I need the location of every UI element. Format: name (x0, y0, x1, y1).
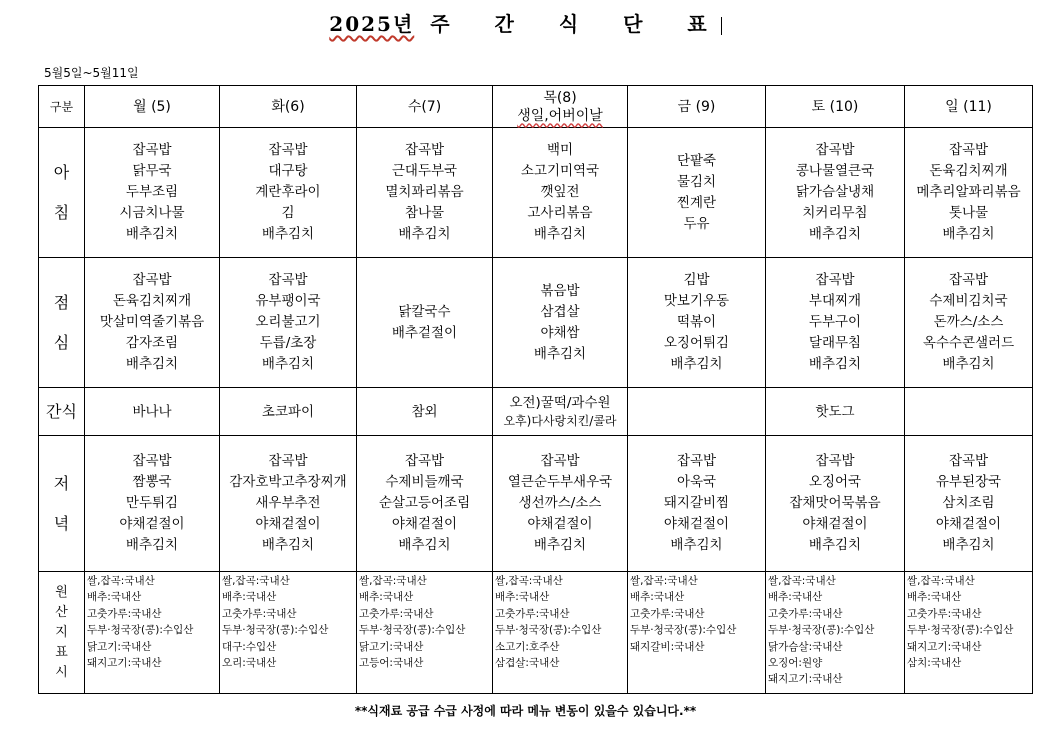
lunch-cell (766, 258, 905, 388)
lunch-item: 유부팽이국 (255, 293, 321, 309)
breakfast-item: 김 (281, 205, 295, 221)
dinner-item: 배추김치 (808, 537, 862, 553)
lunch-item: 잡곡밥 (948, 272, 989, 288)
lunch-item: 달래무침 (808, 335, 862, 351)
origin-item: 두부·청국장(콩):수입산 (87, 624, 194, 637)
origin-item: 고등어:국내산 (359, 657, 424, 670)
snack-item: 핫도그 (815, 403, 855, 420)
snack-cell (357, 388, 493, 436)
origin-item: 쌀,잡곡:국내산 (630, 575, 698, 587)
breakfast-item: 돈육김치찌개 (929, 163, 1008, 179)
dinner-item: 배추김치 (942, 537, 995, 553)
snack-cell (628, 388, 766, 436)
origin-item: 배추:국내산 (495, 591, 550, 604)
lunch-item: 볶음밥 (540, 282, 580, 299)
origin-item: 두부·청국장(콩):수입산 (495, 624, 602, 637)
lunch-item: 잡곡밥 (268, 272, 308, 288)
breakfast-cell (220, 128, 357, 258)
lunch-item: 닭칼국수 (398, 303, 451, 320)
dinner-item: 아욱국 (676, 474, 717, 490)
lunch-item: 배추김치 (942, 356, 995, 372)
lunch-item: 배추김치 (808, 356, 862, 372)
lunch-cell (357, 258, 493, 388)
weekly-menu-table (38, 85, 1033, 694)
lunch-item: 돈까스/소스 (933, 314, 1004, 330)
origin-item: 돼지고기:국내산 (768, 673, 843, 686)
dinner-cell (628, 436, 766, 572)
lunch-cell (905, 258, 1033, 388)
breakfast-item: 잡곡밥 (268, 142, 308, 158)
snack-item: 오후)다사랑치킨/콜라 (503, 413, 617, 428)
origin-cell (493, 572, 628, 694)
lunch-item: 오징어튀김 (663, 335, 730, 351)
lunch-cell (220, 258, 357, 388)
breakfast-cell (493, 128, 628, 258)
dinner-item: 잡곡밥 (815, 453, 855, 469)
day-header (220, 86, 357, 128)
breakfast-item: 물김치 (676, 173, 717, 190)
dinner-item: 배추김치 (261, 537, 315, 553)
day-note: 생일,어버이날 (517, 107, 603, 124)
lunch-cell (85, 258, 220, 388)
origin-cell (85, 572, 220, 694)
lunch-item: 삼겹살 (540, 303, 580, 320)
origin-item: 돼지갈비:국내산 (630, 640, 705, 653)
breakfast-item: 잡곡밥 (132, 142, 172, 158)
origin-item: 돼지고기:국내산 (907, 640, 982, 653)
day-label: 화(6) (271, 98, 305, 115)
breakfast-cell (905, 128, 1033, 258)
origin-cell (905, 572, 1033, 694)
dinner-item: 감자호박고추장찌개 (229, 474, 347, 490)
origin-item: 배추:국내산 (907, 591, 962, 604)
dinner-item: 새우부추전 (255, 495, 321, 511)
breakfast-item: 대구탕 (268, 163, 308, 179)
breakfast-item: 배추김치 (125, 226, 179, 242)
breakfast-item: 잡곡밥 (404, 142, 445, 158)
breakfast-item: 찐계란 (676, 194, 717, 211)
origin-item: 고춧가루:국내산 (495, 607, 570, 620)
lunch-item: 배추겉절이 (391, 324, 458, 341)
dinner-item: 야채겉절이 (663, 516, 730, 532)
dinner-row (39, 436, 1033, 572)
lunch-item: 오리불고기 (255, 314, 321, 330)
title-text: 주 간 식 단 표 (430, 12, 719, 36)
day-label: 토 (10) (811, 98, 859, 115)
origin-item: 쌀,잡곡:국내산 (768, 575, 836, 587)
lunch-item: 배추김치 (125, 356, 179, 372)
lunch-item: 배추김치 (533, 345, 587, 362)
day-label: 월 (5) (133, 98, 171, 115)
dinner-item: 배추김치 (670, 537, 723, 553)
dinner-item: 삼치조림 (942, 495, 995, 511)
breakfast-item: 두부조림 (125, 184, 179, 200)
dinner-item: 야채겉절이 (802, 516, 868, 532)
day-header (905, 86, 1033, 128)
snack-cell (905, 388, 1033, 436)
dinner-item: 배추김치 (398, 537, 451, 553)
dinner-label: 저 녁 (39, 436, 85, 572)
origin-item: 돼지고기:국내산 (87, 657, 162, 670)
origin-item: 배추:국내산 (630, 591, 685, 604)
origin-item: 두부·청국장(콩):수입산 (359, 624, 466, 637)
dinner-item: 배추김치 (533, 537, 587, 553)
lunch-item: 맛보기우동 (663, 293, 730, 309)
dinner-cell (493, 436, 628, 572)
origin-item: 두부·청국장(콩):수입산 (222, 624, 329, 637)
dinner-item: 순살고등어조림 (378, 495, 471, 511)
breakfast-item: 고사리볶음 (527, 205, 593, 221)
lunch-item: 감자조림 (125, 335, 179, 351)
dinner-item: 잡곡밥 (540, 453, 580, 469)
origin-item: 오징어:원양 (768, 657, 823, 670)
snack-cell (493, 388, 628, 436)
lunch-item: 배추김치 (670, 356, 723, 372)
breakfast-item: 소고기미역국 (520, 163, 600, 179)
dinner-item: 잡채맛어묵볶음 (789, 495, 881, 511)
breakfast-item: 닭무국 (132, 163, 172, 179)
lunch-item: 야채쌈 (540, 324, 580, 341)
snack-item: 초코파이 (261, 403, 315, 420)
breakfast-item: 메추리알꽈리볶음 (916, 184, 1021, 200)
lunch-item: 두릅/초장 (259, 335, 317, 351)
origin-item: 소고기:호주산 (495, 640, 560, 653)
origin-item: 고춧가루:국내산 (87, 607, 162, 620)
lunch-item: 잡곡밥 (815, 272, 855, 288)
origin-item: 고춧가루:국내산 (359, 607, 434, 620)
origin-item: 고춧가루:국내산 (630, 607, 705, 620)
breakfast-cell (85, 128, 220, 258)
dinner-item: 야채겉절이 (391, 516, 458, 532)
dinner-item: 야채겉절이 (527, 516, 593, 532)
breakfast-label: 아 침 (39, 128, 85, 258)
day-label: 목(8) (543, 89, 577, 106)
origin-item: 삼겹살:국내산 (495, 657, 560, 670)
dinner-item: 야채겉절이 (935, 516, 1002, 532)
origin-item: 쌀,잡곡:국내산 (87, 575, 155, 587)
breakfast-item: 시금치나물 (119, 205, 185, 221)
dinner-item: 짬뽕국 (132, 474, 172, 490)
origin-item: 배추:국내산 (768, 591, 823, 604)
breakfast-cell (766, 128, 905, 258)
dinner-item: 잡곡밥 (676, 453, 717, 469)
snack-cell (85, 388, 220, 436)
day-label: 수(7) (407, 98, 442, 115)
dinner-cell (85, 436, 220, 572)
day-header (493, 86, 628, 128)
day-header (628, 86, 766, 128)
lunch-cell (628, 258, 766, 388)
breakfast-row (39, 128, 1033, 258)
lunch-item: 부대찌개 (808, 293, 862, 309)
dinner-item: 만두튀김 (125, 495, 179, 511)
dinner-item: 생선까스/소스 (518, 495, 602, 511)
dinner-cell (905, 436, 1033, 572)
snack-cell (220, 388, 357, 436)
origin-item: 닭고기:국내산 (87, 640, 152, 653)
dinner-item: 유부된장국 (935, 474, 1002, 490)
origin-item: 쌀,잡곡:국내산 (907, 575, 975, 587)
breakfast-item: 톳나물 (948, 205, 989, 221)
snack-label: 간식 (39, 388, 85, 436)
breakfast-item: 참나물 (404, 205, 445, 221)
origin-item: 대구:수입산 (222, 640, 277, 653)
dinner-item: 잡곡밥 (948, 453, 989, 469)
breakfast-item: 단팥죽 (676, 152, 717, 169)
breakfast-item: 배추김치 (533, 226, 587, 242)
lunch-item: 떡볶이 (676, 314, 717, 330)
origin-cell (220, 572, 357, 694)
footer-notice: **식재료 공급 수급 사정에 따라 메뉴 변동이 있을수 있습니다.** (354, 704, 697, 718)
text-cursor (721, 17, 722, 35)
dinner-cell (220, 436, 357, 572)
breakfast-item: 계란후라이 (255, 184, 321, 200)
lunch-item: 수제비김치국 (929, 293, 1008, 309)
origin-item: 배추:국내산 (222, 591, 277, 604)
origin-cell (766, 572, 905, 694)
dinner-item: 야채겉절이 (255, 516, 321, 532)
origin-item: 쌀,잡곡:국내산 (359, 575, 427, 587)
corner-label: 구분 (39, 86, 85, 128)
origin-row (39, 572, 1033, 694)
breakfast-item: 배추김치 (942, 226, 995, 242)
dinner-item: 열큰순두부새우국 (507, 474, 613, 490)
day-label: 일 (11) (945, 98, 992, 115)
snack-item: 오전)꿀떡/과수원 (509, 394, 611, 411)
dinner-cell (766, 436, 905, 572)
origin-item: 닭가슴살:국내산 (768, 640, 843, 653)
origin-item: 두부·청국장(콩):수입산 (907, 624, 1014, 637)
origin-cell (357, 572, 493, 694)
snack-item: 참외 (411, 403, 438, 420)
lunch-cell (493, 258, 628, 388)
breakfast-item: 백미 (546, 142, 574, 158)
lunch-row (39, 258, 1033, 388)
lunch-item: 김밥 (683, 272, 710, 288)
breakfast-item: 깻잎전 (540, 184, 580, 200)
breakfast-item: 닭가슴살냉채 (795, 184, 875, 200)
breakfast-item: 배추김치 (808, 226, 862, 242)
breakfast-item: 멸치꽈리볶음 (385, 184, 464, 200)
lunch-item: 옥수수콘샐러드 (922, 335, 1015, 351)
snack-cell (766, 388, 905, 436)
dinner-cell (357, 436, 493, 572)
day-label: 금 (9) (677, 98, 716, 115)
origin-item: 두부·청국장(콩):수입산 (768, 624, 875, 637)
dinner-item: 수제비들깨국 (385, 474, 464, 490)
snack-row (39, 388, 1033, 436)
lunch-item: 맛살미역줄기볶음 (99, 314, 205, 330)
breakfast-cell (628, 128, 766, 258)
snack-item: 바나나 (132, 403, 172, 420)
breakfast-item: 근대두부국 (391, 163, 458, 179)
lunch-label: 점 심 (39, 258, 85, 388)
dinner-item: 잡곡밥 (404, 453, 445, 469)
dinner-item: 배추김치 (125, 537, 179, 553)
lunch-item: 잡곡밥 (132, 272, 172, 288)
breakfast-item: 배추김치 (261, 226, 315, 242)
dinner-item: 잡곡밥 (268, 453, 308, 469)
origin-item: 배추:국내산 (359, 591, 414, 604)
origin-item: 쌀,잡곡:국내산 (495, 575, 563, 587)
origin-item: 삼치:국내산 (907, 657, 962, 670)
origin-item: 오리:국내산 (222, 657, 277, 670)
page-title (0, 8, 1051, 37)
header-row (39, 86, 1033, 128)
breakfast-cell (357, 128, 493, 258)
breakfast-item: 배추김치 (398, 226, 451, 242)
origin-item: 고춧가루:국내산 (907, 607, 982, 620)
menu-period: 5월5일~5월11일 (44, 66, 139, 80)
origin-item: 고춧가루:국내산 (768, 607, 843, 620)
origin-label: 원 산 지 표 시 (39, 572, 85, 694)
dinner-item: 잡곡밥 (132, 453, 172, 469)
origin-item: 배추:국내산 (87, 591, 142, 604)
lunch-item: 돈육김치찌개 (112, 293, 192, 309)
breakfast-item: 치커리무침 (802, 205, 868, 221)
origin-cell (628, 572, 766, 694)
origin-item: 두부·청국장(콩):수입산 (630, 624, 737, 637)
dinner-item: 돼지갈비찜 (663, 495, 730, 511)
origin-item: 쌀,잡곡:국내산 (222, 575, 290, 587)
origin-item: 닭고기:국내산 (359, 640, 424, 653)
breakfast-item: 잡곡밥 (948, 142, 989, 158)
day-header (357, 86, 493, 128)
lunch-item: 두부구이 (808, 314, 862, 330)
day-header (766, 86, 905, 128)
dinner-item: 야채겉절이 (119, 516, 185, 532)
breakfast-item: 두유 (683, 215, 710, 232)
day-header (85, 86, 220, 128)
dinner-item: 오징어국 (808, 474, 862, 490)
lunch-item: 배추김치 (261, 356, 315, 372)
breakfast-item: 콩나물열큰국 (795, 163, 875, 179)
breakfast-item: 잡곡밥 (815, 142, 855, 158)
title-year: 2025년 (329, 12, 415, 36)
origin-item: 고춧가루:국내산 (222, 607, 297, 620)
